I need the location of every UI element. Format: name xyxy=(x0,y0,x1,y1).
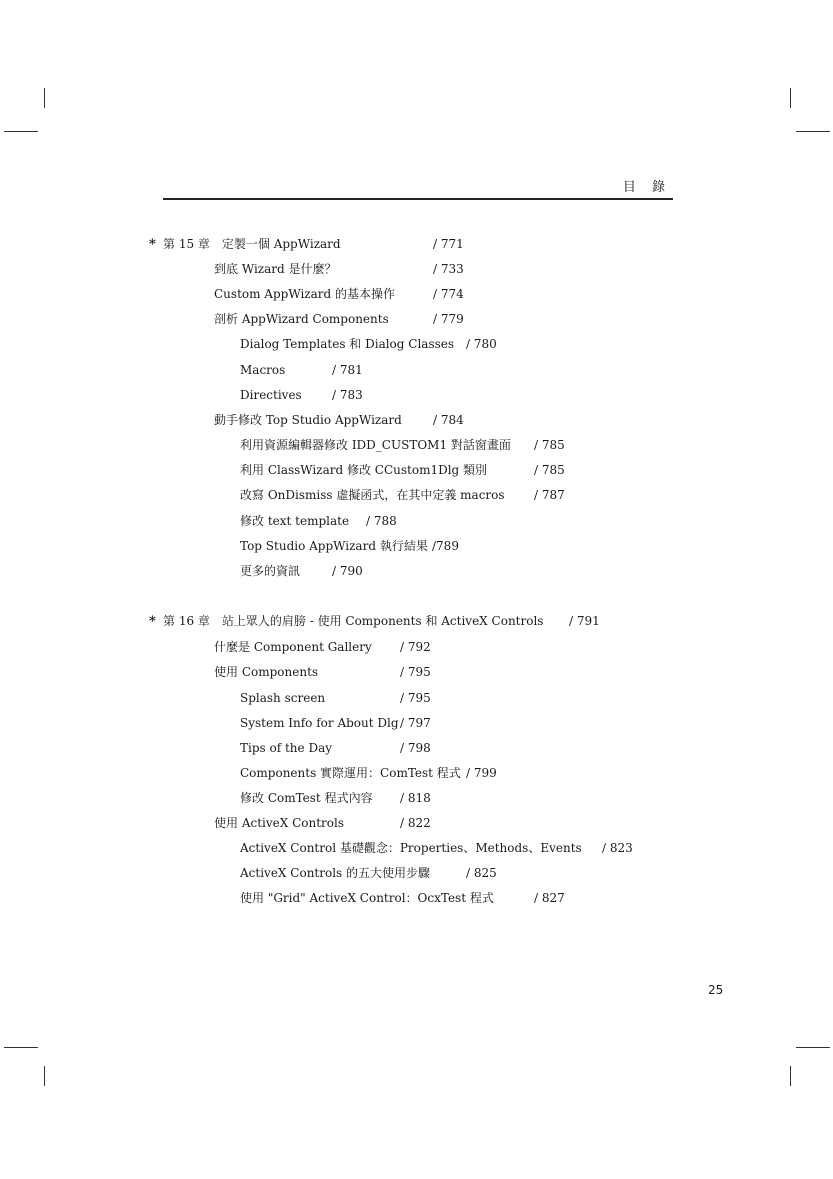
page-ref: / 785 xyxy=(534,438,565,452)
entry-label: Splash screen xyxy=(240,691,326,705)
page-ref: / 795 xyxy=(400,691,431,705)
toc-entry xyxy=(240,715,431,731)
entry-label: Dialog Templates 和 Dialog Classes xyxy=(240,337,455,351)
page-ref: / 787 xyxy=(534,488,565,502)
toc-entry xyxy=(214,261,464,277)
entry-label: 修改 ComTest 程式內容 xyxy=(240,791,373,805)
toc-entry xyxy=(240,890,565,906)
toc-entry xyxy=(240,387,363,403)
entry-label: Directives xyxy=(240,388,302,402)
page-ref: / 733 xyxy=(433,262,464,276)
crop-mark xyxy=(44,88,45,108)
page-ref: / 799 xyxy=(466,766,497,780)
toc-entry xyxy=(240,538,459,554)
page-ref: / 798 xyxy=(400,741,431,755)
crop-mark xyxy=(796,131,830,132)
crop-mark xyxy=(790,1066,791,1086)
entry-label: 利用 ClassWizard 修改 CCustom1Dlg 類別 xyxy=(240,463,488,477)
page-number: 25 xyxy=(708,983,724,997)
crop-mark xyxy=(44,1066,45,1086)
entry-label: Components 實際運用：ComTest 程式 xyxy=(240,766,461,780)
page-ref: / 823 xyxy=(602,841,633,855)
entry-label: 利用資源編輯器修改 IDD_CUSTOM1 對話窗畫面 xyxy=(240,438,511,452)
entry-label: System Info for About Dlg xyxy=(240,716,399,730)
entry-label: ActiveX Control 基礎觀念：Properties、Methods、Events xyxy=(240,841,582,855)
page-ref: / 785 xyxy=(534,463,565,477)
entry-label: 使用 ActiveX Controls xyxy=(214,816,345,830)
toc-entry xyxy=(240,765,497,781)
chapter-heading xyxy=(149,613,600,629)
header-rule xyxy=(163,198,673,200)
page-ref: / 797 xyxy=(400,716,431,730)
toc-entry xyxy=(240,690,431,706)
entry-label: 使用 Components xyxy=(214,665,319,679)
entry-label: 什麼是 Component Gallery xyxy=(214,640,372,654)
entry-label: Tips of the Day xyxy=(240,741,332,755)
entry-label: 改寫 OnDismiss 虛擬函式，在其中定義 macros xyxy=(240,488,505,502)
toc-entry xyxy=(240,513,397,529)
header-title: 目 錄 xyxy=(622,180,671,195)
chapter-title: 第 16 章 站上眾人的肩膀 - 使用 Components 和 ActiveX Controls xyxy=(163,614,544,628)
page-ref: / 781 xyxy=(332,363,363,377)
toc-entry xyxy=(240,462,565,478)
page-ref: / 795 xyxy=(400,665,431,679)
page-ref: / 818 xyxy=(400,791,431,805)
entry-label: 修改 text template xyxy=(240,514,350,528)
toc-entry xyxy=(240,563,363,579)
toc-entry xyxy=(214,286,464,302)
entry-label: Custom AppWizard 的基本操作 xyxy=(214,287,396,301)
page-ref: / 791 xyxy=(569,614,600,628)
chapter-heading xyxy=(149,236,464,252)
toc-entry xyxy=(240,437,565,453)
toc-entry xyxy=(240,790,431,806)
page-ref: / 790 xyxy=(332,564,363,578)
page-ref: / 825 xyxy=(466,866,497,880)
entry-label: 剖析 AppWizard Components xyxy=(214,312,389,326)
page-ref: / 783 xyxy=(332,388,363,402)
crop-mark xyxy=(790,88,791,108)
page-ref: / 780 xyxy=(466,337,497,351)
star-marker: * xyxy=(149,237,156,252)
toc-entry xyxy=(214,815,431,831)
entry-label: 更多的資訊 xyxy=(240,564,301,578)
page-ref: / 774 xyxy=(433,287,464,301)
toc-entry xyxy=(214,412,464,428)
toc-entry xyxy=(214,664,431,680)
page-ref: / 788 xyxy=(366,514,397,528)
page-ref: / 779 xyxy=(433,312,464,326)
toc-entry xyxy=(240,487,565,503)
page-ref: /789 xyxy=(432,539,459,553)
chapter-title: 第 15 章 定製一個 AppWizard xyxy=(163,237,341,251)
star-marker: * xyxy=(149,614,156,629)
toc-entry xyxy=(214,639,431,655)
entry-label: 動手修改 Top Studio AppWizard xyxy=(214,413,402,427)
crop-mark xyxy=(4,1047,38,1048)
page-ref: / 771 xyxy=(433,237,464,251)
toc-entry xyxy=(214,311,464,327)
entry-label: ActiveX Controls 的五大使用步驟 xyxy=(240,866,431,880)
page-ref: / 792 xyxy=(400,640,431,654)
toc-entry xyxy=(240,740,431,756)
entry-label: Macros xyxy=(240,363,286,377)
entry-label: 使用 "Grid" ActiveX Control：OcxTest 程式 xyxy=(240,891,494,905)
toc-entry xyxy=(240,865,497,881)
entry-label: Top Studio AppWizard 執行結果 xyxy=(240,539,428,553)
toc-entry xyxy=(240,362,363,378)
entry-label: 到底 Wizard 是什麼？ xyxy=(214,262,337,276)
crop-mark xyxy=(796,1047,830,1048)
crop-mark xyxy=(4,131,38,132)
toc-entry xyxy=(240,336,497,352)
page-ref: / 784 xyxy=(433,413,464,427)
page-ref: / 827 xyxy=(534,891,565,905)
page-ref: / 822 xyxy=(400,816,431,830)
toc-entry xyxy=(240,840,633,856)
